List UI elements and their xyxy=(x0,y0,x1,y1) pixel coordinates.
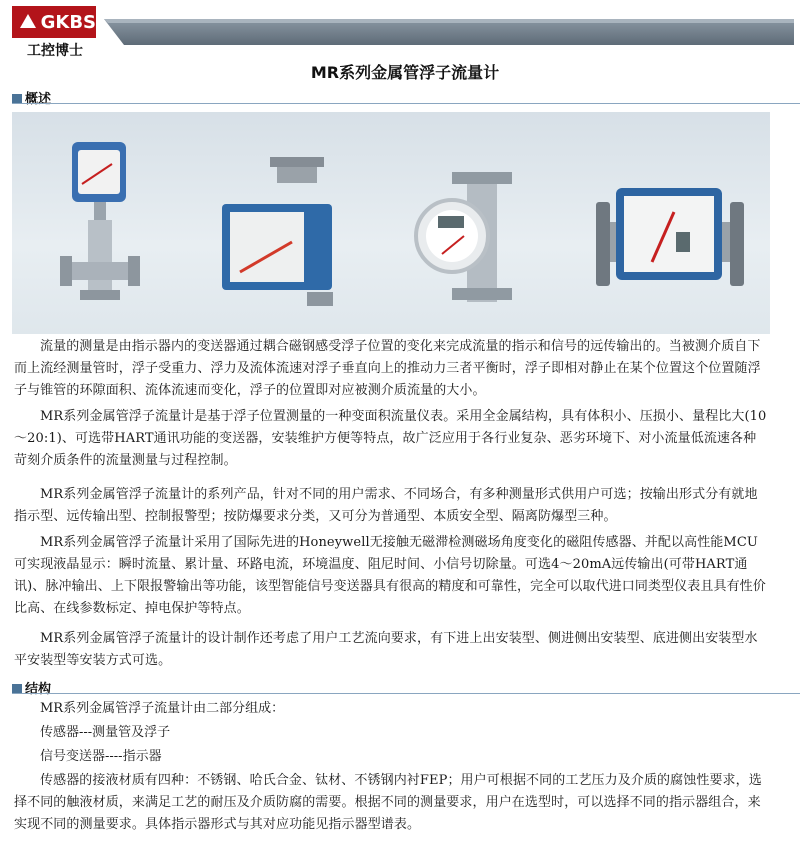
overview-paragraph: 流量的测量是由指示器内的变送器通过耦合磁钢感受浮子位置的变化来完成流量的指示和信号的远传输出的。当被测介质自下而上流经测量管时，浮子受重力、浮力及流体流速对浮子垂直向上的推动力三者平衡时，浮子即相对静止在某个位置这个位置随浮子与锥管的环隙面积、流体流速而变化，浮子的位置即对应被测介质流量的大小。 xyxy=(14,339,761,398)
page-title: MR系列金属管浮子流量计 xyxy=(310,63,500,82)
section-heading-text: 概述 xyxy=(25,92,52,107)
overview-paragraph: MR系列金属管浮子流量计的系列产品，针对不同的用户需求、不同场合，有多种测量形式供用户可选；按输出形式分有就地指示型、远传输出型、控制报警型；按防爆要求分类，又可分为普通型、本质安全型、隔离防爆型三种。 xyxy=(14,487,758,524)
section-divider xyxy=(12,693,800,694)
section-heading-structure xyxy=(12,678,800,697)
structure-line: MR系列金属管浮子流量计由二部分组成： xyxy=(40,701,285,716)
logo-brand-text: GKBS xyxy=(40,11,96,33)
structure-paragraph: 传感器的接液材质有四种：不锈钢、哈氏合金、钛材、不锈钢内衬FEP；用户可根据不同的工艺压力及介质的腐蚀性要求，选择不同的触液材质，来满足工艺的耐压及介质防腐的需要。根据不同的测量要求，用户在选型时，可以选择不同的指示器组合，来实现不同的测量要求。具体指示器形式与其对应功能见指示器型谱表。 xyxy=(14,773,762,832)
flowmeter-flanged-gauge-image xyxy=(596,188,744,286)
structure-line: 信号变送器----指示器 xyxy=(40,749,162,764)
logo-mark-icon xyxy=(18,12,37,32)
overview-paragraph: MR系列金属管浮子流量计是基于浮子位置测量的一种变面积流量仪表。采用全金属结构，具有体积小、压损小、量程比大(10～20:1)、可选带HART通讯功能的变送器，安装维护方便等特点，故广泛应用于各行业复杂、恶劣环境下、对小流量低流速各种苛刻介质条件的流量测量与过程控制。 xyxy=(14,409,767,468)
section-heading-overview xyxy=(12,88,800,107)
section-heading-text: 结构 xyxy=(25,682,52,697)
logo-company-name: 工控博士 xyxy=(27,43,83,59)
header-banner xyxy=(104,19,794,45)
flowmeter-vertical-image xyxy=(60,142,140,300)
brand-logo xyxy=(12,6,96,38)
flowmeter-round-indicator-image xyxy=(416,172,512,302)
flowmeter-blue-box-image xyxy=(222,157,333,306)
section-divider xyxy=(12,103,800,104)
structure-line: 传感器---测量管及浮子 xyxy=(40,725,171,740)
overview-paragraph: MR系列金属管浮子流量计的设计制作还考虑了用户工艺流向要求，有下进上出安装型、侧进侧出安装型、底进侧出安装型水平安装型等安装方式可选。 xyxy=(14,631,758,668)
overview-paragraph: MR系列金属管浮子流量计采用了国际先进的Honeywell无接触无磁滞检测磁场角度变化的磁阻传感器、并配以高性能MCU可实现液晶显示：瞬时流量、累计量、环路电流，环境温度、阻尼时间、小信号切除量。可选4～20mA远传输出(可带HART通讯)、脉冲输出、上下限报警输出等功能，该型智能信号变送器具有很高的精度和可靠性，完全可以取代进口同类型仪表且具有性价比高、在线参数标定、掉电保护等特点。 xyxy=(14,535,766,616)
product-photo xyxy=(12,112,770,334)
